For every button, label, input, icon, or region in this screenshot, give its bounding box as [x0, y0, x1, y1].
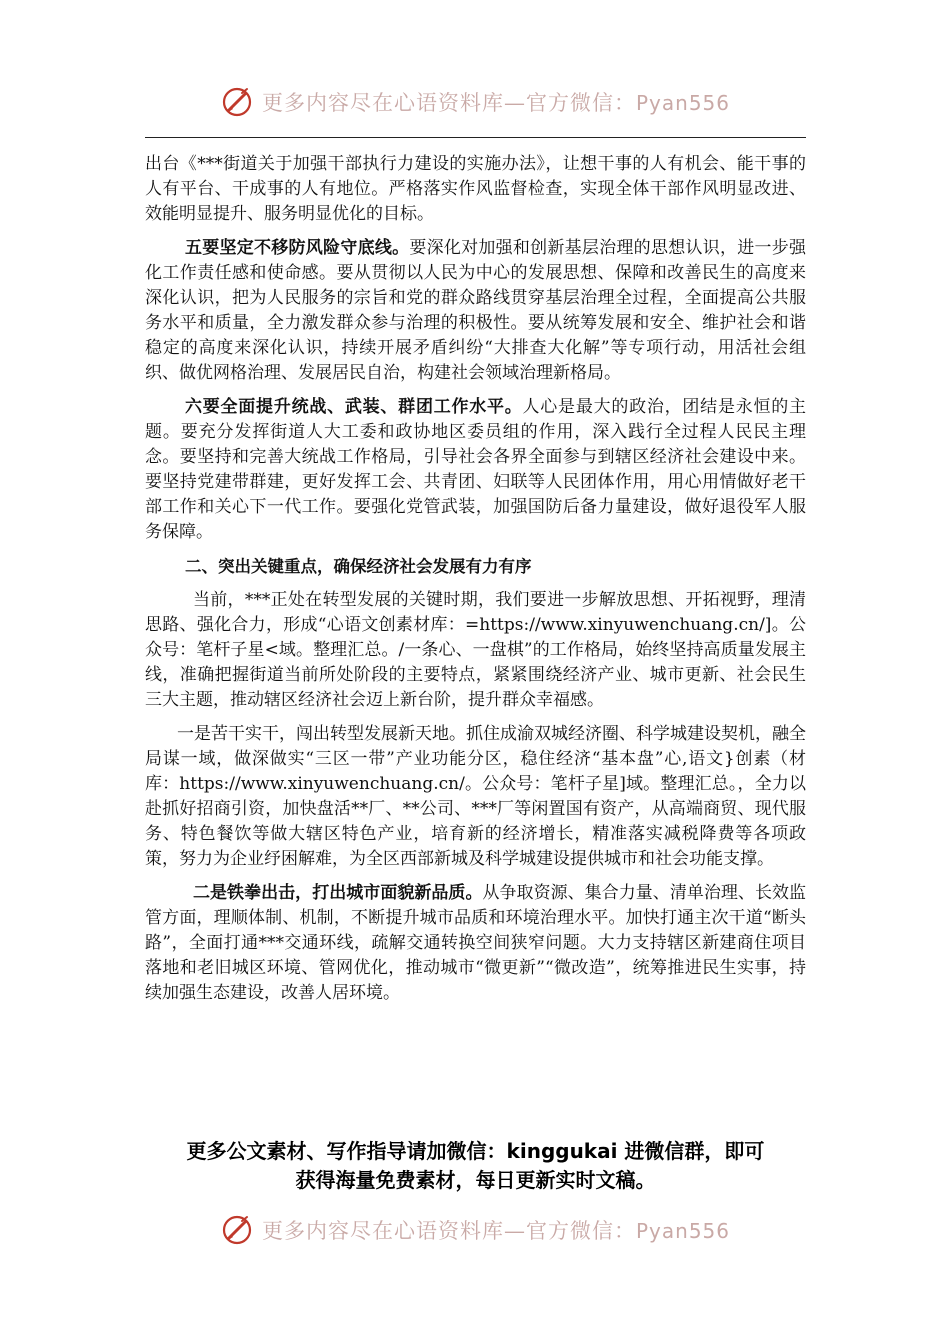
paragraph-2-lead: 五要坚定不移防风险守底线。 [185, 238, 410, 258]
pen-logo-icon [220, 1213, 254, 1247]
paragraph-6-lead: 二是铁拳出击，打出城市面貌新品质。 [193, 883, 483, 903]
paragraph-5: 一是苦干实干，闯出转型发展新天地。抓住成渝双城经济圈、科学城建设契机，融全局谋一域，做深做实“三区一带”产业功能分区，稳住经济“基本盘”心,语文}创素（材库：https://www.xinyuwenchuang.cn/。公众号：笔杆子星]域。整理汇总。，全力以赴抓好招商引资，加快盘活**厂、**公司、***厂等闲置国有资产，从高端商贸、现代服务、特色餐饮等做大辖区特色产业，培育新的经济增长，精准落实减税降费等各项政策，努力为企业纾困解难，为全区西部新城及科学城建设提供城市和社会功能支撑。 [145, 724, 806, 869]
paragraph-2-body: 要深化对加强和创新基层治理的思想认识，进一步强化工作责任感和使命感。要从贯彻以人民为中心的发展思想、保障和改善民生的高度来深化认识，把为人民服务的宗旨和党的群众路线贯穿基层治理全过程，全面提高公共服务水平和质量，全力激发群众参与治理的积极性。要从统筹发展和安全、维护社会和谐稳定的高度来深化认识，持续开展矛盾纠纷“大排查大化解”等专项行动，用活社会组织、做优网格治理、发展居民自治，构建社会领域治理新格局。 [145, 238, 806, 383]
section-2-title: 二、突出关键重点，确保经济社会发展有力有序 [185, 557, 532, 576]
header-banner-text: 更多内容尽在心语资料库—官方微信：Pyan556 [261, 91, 730, 115]
promo-line-1: 更多公文素材、写作指导请加微信：kinggukai 进微信群，即可 [186, 1139, 765, 1163]
paragraph-6 [145, 881, 806, 1006]
footer-wechat-id: Pyan556 [635, 1219, 730, 1243]
header-wechat-id: Pyan556 [635, 91, 730, 115]
paragraph-4: 当前，***正处在转型发展的关键时期，我们要进一步解放思想、开拓视野，理清思路、强化合力，形成“心语文创素材库：=https://www.xinyuwenchuang.cn/]。公众号：笔杆子星<域。整理汇总。/一条心、一盘棋”的工作格局，始终坚持高质量发展主线，准确把握街道当前所处阶段的主要特点，紧紧围绕经济产业、城市更新、社会民生三大主题，推动辖区经济社会迈上新台阶，提升群众幸福感。 [145, 590, 806, 710]
paragraph-3 [145, 395, 806, 545]
paragraph-6-body: 从争取资源、集合力量、清单治理、长效监管方面，理顺体制、机制，不断提升城市品质和环境治理水平。加快打通主次干道“断头路”，全面打通***交通环线，疏解交通转换空间狭窄问题。大力支持辖区新建商住项目落地和老旧城区环境、管网优化，推动城市“微更新”“微改造”，统筹推进民生实事，持续加强生态建设，改善人居环境。 [145, 883, 807, 1003]
pen-logo-icon [220, 85, 254, 119]
paragraph-3-lead: 六要全面提升统战、武装、群团工作水平。 [185, 397, 523, 417]
footer-banner [0, 1210, 950, 1250]
footer-banner-text: 更多内容尽在心语资料库—官方微信：Pyan556 [261, 1219, 730, 1243]
header-rule [145, 137, 806, 138]
promo-notice [145, 1137, 806, 1195]
paragraph-3-body: 人心是最大的政治，团结是永恒的主题。要充分发挥街道人大工委和政协地区委员组的作用，深入践行全过程人民民主理念。要坚持和完善大统战工作格局，引导社会各界全面参与到辖区经济社会建设中来。要坚持党建带群建，更好发挥工会、共青团、妇联等人民团体作用，用心用情做好老干部工作和关心下一代工作。要强化党管武装，加强国防后备力量建设，做好退役军人服务保障。 [145, 397, 807, 542]
promo-line-2: 获得海量免费素材，每日更新实时文稿。 [295, 1168, 656, 1192]
header-banner [0, 82, 950, 122]
paragraph-2 [145, 236, 806, 386]
document-body [145, 152, 806, 1015]
paragraph-1: 出台《***街道关于加强干部执行力建设的实施办法》，让想干事的人有机会、能干事的人有平台、干成事的人有地位。严格落实作风监督检查，实现全体干部作风明显改进、效能明显提升、服务明显优化的目标。 [145, 154, 806, 224]
